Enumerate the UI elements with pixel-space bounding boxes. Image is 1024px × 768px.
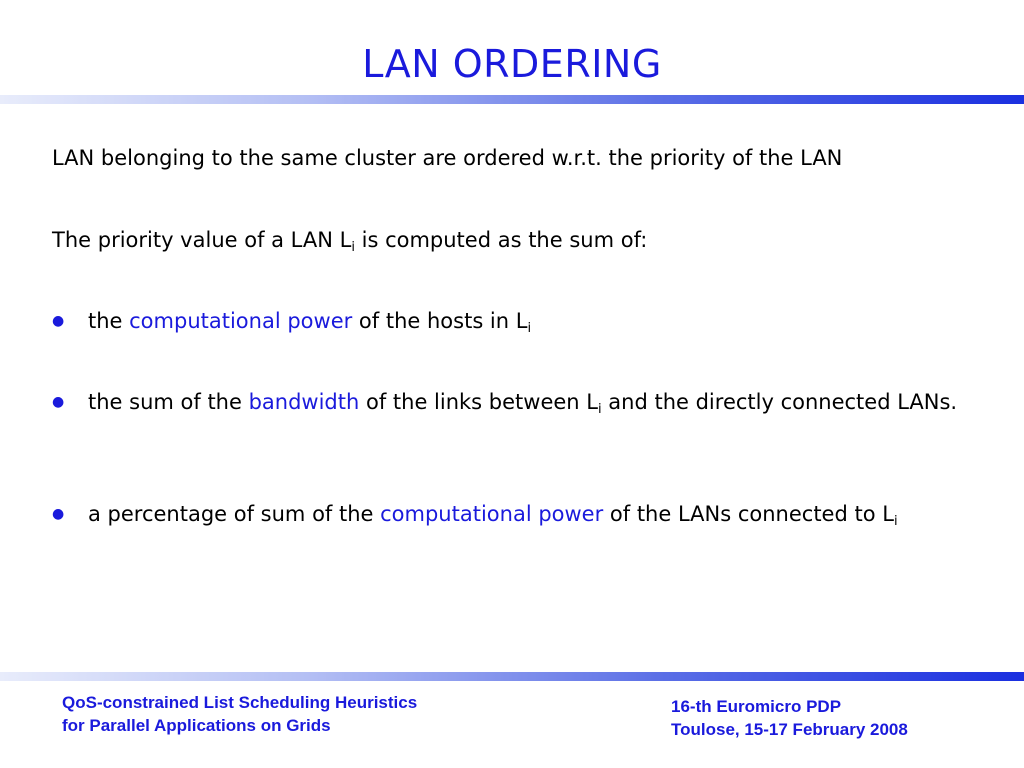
bullet-text: and the directly connected LANs. (601, 390, 958, 414)
priority-text-post: is computed as the sum of: (354, 228, 648, 252)
bullet-dot-icon: ● (52, 506, 65, 522)
priority-text-pre: The priority value of a LAN L (52, 228, 352, 252)
bullet-highlight: bandwidth (248, 390, 360, 414)
footer-paper-title-line2: for Parallel Applications on Grids (62, 716, 331, 735)
bullet-text: a percentage of sum of the (88, 502, 381, 526)
bullet-item (52, 499, 977, 529)
footer-right (671, 695, 908, 741)
bullet-subscript: i (597, 402, 602, 417)
bullet-text: of the links between L (359, 390, 598, 414)
footer-paper-title-line1: QoS-constrained List Scheduling Heuristics (62, 693, 418, 712)
bullet-text: of the LANs connected to L (603, 502, 894, 526)
bullet-item (52, 306, 977, 336)
footer-conference-name: 16-th Euromicro PDP (671, 697, 842, 716)
bullet-text: of the hosts in L (352, 309, 528, 333)
priority-subscript: i (351, 240, 355, 255)
bullet-highlight: computational power (129, 309, 353, 333)
footer-left (62, 691, 417, 737)
bullet-dot-icon: ● (52, 394, 65, 410)
intro-paragraph: LAN belonging to the same cluster are ordered w.r.t. the priority of the LAN (52, 146, 843, 170)
top-divider-bar (0, 95, 1024, 104)
bullet-subscript: i (527, 321, 532, 336)
slide-title: LAN ORDERING (362, 42, 662, 86)
bullet-highlight: computational power (380, 502, 604, 526)
bullet-item (52, 387, 977, 417)
bottom-divider-bar (0, 672, 1024, 681)
priority-paragraph (52, 225, 977, 255)
footer-conference-date: Toulose, 15-17 February 2008 (671, 720, 908, 739)
bullet-text: the (88, 309, 130, 333)
bullet-dot-icon: ● (52, 313, 65, 329)
bullet-text: the sum of the (88, 390, 249, 414)
bullet-subscript: i (893, 514, 898, 529)
